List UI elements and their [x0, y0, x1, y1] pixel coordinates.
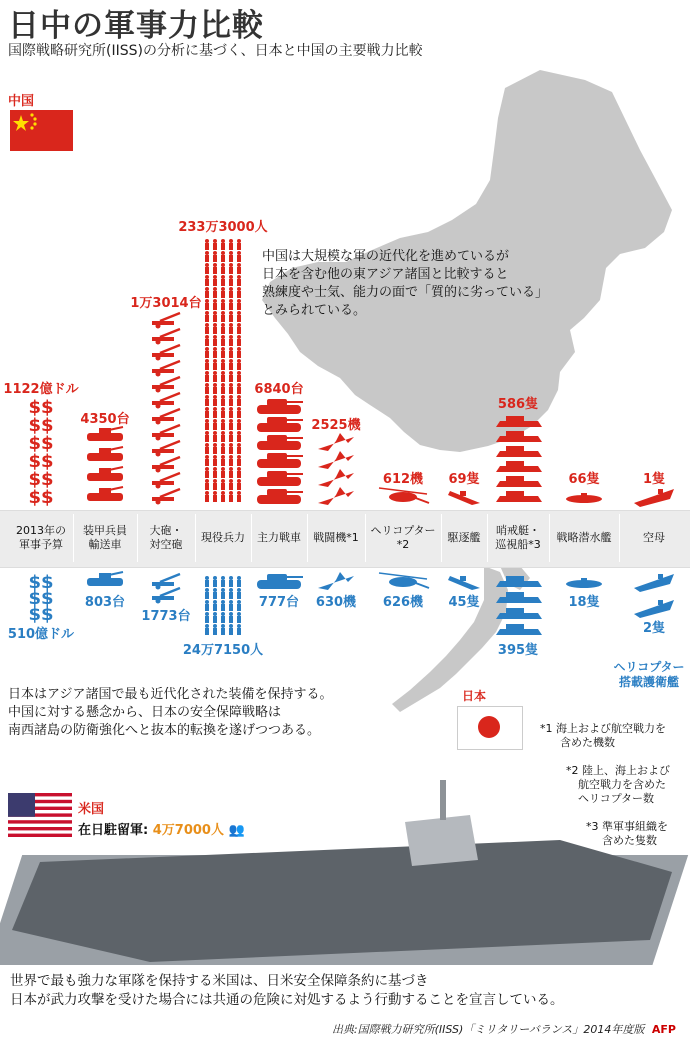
china-value-label: 69隻: [448, 472, 480, 487]
china-bar-carrier-icon: [634, 489, 674, 507]
china-label: 中国: [8, 94, 35, 109]
japan-value-label: 18隻: [568, 595, 600, 610]
china-note-line: 中国は大規模な軍の近代化を進めているが: [262, 249, 510, 264]
japan-value-label: 24万7150人: [182, 643, 264, 658]
footnote-text: 含めた機数: [560, 736, 615, 749]
china-bar-destroyer-icon: [448, 491, 480, 505]
svg-text:$$: $$: [28, 572, 54, 593]
japan-value-label: 510億ドル: [7, 627, 75, 642]
japan-value-label: 2隻: [642, 621, 666, 636]
china-value-label: 1122億ドル: [3, 382, 79, 397]
japan-value-label: 1773台: [141, 609, 191, 624]
category-separator: [137, 514, 138, 562]
footnote-mark: *2: [566, 764, 579, 777]
us-troops: [78, 819, 245, 838]
helicopter-carrier-note-line: 搭載護衛艦: [618, 675, 679, 689]
category-label: 大砲・ 対空砲: [149, 524, 183, 551]
japan-bar-tank-icon: [257, 574, 303, 589]
china-value-label: 66隻: [568, 472, 600, 487]
svg-text:$$: $$: [28, 397, 54, 418]
japan-note-line: 南西諸島の防衛強化へと抜本的転換を遂げつつある。: [8, 723, 321, 738]
category-label: 装甲兵員 輸送車: [83, 524, 127, 551]
category-separator: [619, 514, 620, 562]
china-note-line: 日本を含む他の東アジア諸国と比較すると: [262, 267, 509, 282]
us-note-line: 世界で最も強力な軍隊を保持する米国は、日米安全保障条約に基づき: [10, 973, 429, 989]
svg-text:$$: $$: [28, 604, 54, 625]
footnote-2: [566, 764, 670, 806]
source-credit: [332, 1021, 676, 1037]
china-value-label: 6840台: [254, 382, 304, 397]
china-bar-submarine-icon: [566, 493, 602, 503]
china-value-label: 2525機: [311, 418, 361, 433]
japan-value-label: 626機: [382, 595, 424, 610]
category-separator: [549, 514, 550, 562]
category-separator: [73, 514, 74, 562]
category-label: 現役兵力: [201, 531, 245, 544]
japan-value-label: 45隻: [448, 595, 480, 610]
china-bar-artillery-icon: [152, 313, 180, 505]
category-label: 駆逐艦: [447, 531, 481, 544]
category-separator: [195, 514, 196, 562]
category-separator: [307, 514, 308, 562]
japan-value-label: 395隻: [497, 643, 539, 658]
japan-bar-apc-icon: [87, 572, 123, 586]
china-bar-helicopter-icon: [379, 488, 429, 503]
us-note: [10, 972, 564, 1010]
china-bar-soldier-icon: [205, 239, 241, 502]
japan-bar-submarine-icon: [566, 578, 602, 588]
footnote-text: 海上および航空戦力を: [556, 722, 666, 735]
page-title: 日中の軍事力比較: [8, 8, 264, 44]
svg-text:$$: $$: [28, 451, 54, 472]
footnote-text: ヘリコプター数: [578, 792, 655, 805]
japan-flag-sun: [478, 716, 500, 738]
japan-value-label: 630機: [315, 595, 357, 610]
japan-bar-patrol-boat-icon: [496, 576, 542, 635]
japan-bar-artillery-icon: [152, 574, 180, 604]
japan-label: 日本: [462, 689, 487, 703]
china-bar-fighter-jet-icon: [318, 433, 354, 505]
category-separator: [487, 514, 488, 562]
category-label: ヘリコプター*2: [370, 524, 436, 551]
us-troops-label: 在日駐留軍:: [78, 823, 149, 838]
us-note-line: 日本が武力攻撃を受けた場合には共通の危険に対処するよう行動することを宣言している。: [10, 992, 564, 1008]
china-bar-dollar-icon: [28, 397, 53, 508]
category-separator: [251, 514, 252, 562]
svg-text:$$: $$: [28, 415, 54, 436]
afp-logo: AFP: [651, 1023, 676, 1036]
footnote-text: 含めた隻数: [602, 834, 657, 847]
category-label: 戦闘機*1: [313, 531, 359, 544]
japan-value-label: 803台: [84, 595, 126, 610]
china-note-line: とみられている。: [262, 303, 367, 318]
source-text: 出典:国際戦力研究所(IISS)「ミリタリーバランス」2014年度版: [331, 1023, 645, 1036]
svg-text:$$: $$: [28, 433, 54, 454]
footnote-mark: *1: [540, 722, 553, 735]
china-bar-tank-icon: [257, 399, 303, 504]
us-label: 米国: [78, 802, 105, 817]
japan-bar-soldier-icon: [205, 576, 241, 635]
japan-note-line: 日本はアジア諸国で最も近代化された装備を保持する。: [8, 687, 333, 702]
category-label: 空母: [643, 531, 665, 544]
china-bar-apc-icon: [87, 427, 123, 501]
china-value-label: 1隻: [642, 472, 666, 487]
footnote-text: 陸上、海上および: [582, 764, 670, 777]
china-note-line: 熟練度や士気、能力の面で「質的に劣っている」: [262, 285, 549, 300]
category-label: 2013年の 軍事予算: [16, 524, 66, 551]
japan-bar-dollar-icon: [28, 572, 53, 625]
japan-bar-fighter-jet-icon: [318, 572, 354, 590]
china-value-label: 233万3000人: [178, 220, 268, 235]
china-value-label: 4350台: [80, 412, 130, 427]
japan-bar-destroyer-icon: [448, 576, 480, 590]
us-flag: [8, 793, 72, 837]
japan-note: [8, 686, 332, 740]
footnote-mark: *3: [586, 820, 599, 833]
china-value-label: 612機: [382, 472, 424, 487]
china-bar-patrol-boat-icon: [496, 416, 542, 502]
japan-bar-carrier-icon: [634, 574, 674, 618]
category-separator: [441, 514, 442, 562]
category-label: 哨戒艇・ 巡視船*3: [495, 524, 541, 551]
china-value-label: 586隻: [497, 397, 539, 412]
us-troops-value: 4万7000人: [152, 823, 224, 838]
soldier-icon: 👥: [228, 823, 245, 838]
svg-text:$$: $$: [28, 469, 54, 490]
category-label: 主力戦車: [257, 531, 301, 544]
footnote-text: 準軍事組織を: [602, 820, 668, 833]
helicopter-carrier-note: [604, 660, 690, 690]
footnote-1: [540, 722, 666, 750]
footnote-text: 航空戦力を含めた: [578, 778, 666, 791]
svg-text:$$: $$: [28, 487, 54, 508]
china-value-label: 1万3014台: [130, 296, 202, 311]
japan-note-line: 中国に対する懸念から、日本の安全保障戦略は: [8, 705, 282, 720]
helicopter-carrier-note-line: ヘリコプター: [613, 660, 685, 674]
category-separator: [365, 514, 366, 562]
footnote-3: [586, 820, 668, 848]
japan-value-label: 777台: [258, 595, 300, 610]
category-label: 戦略潜水艦: [556, 531, 612, 544]
page-subtitle: 国際戦略研究所(IISS)の分析に基づく、日本と中国の主要戦力比較: [8, 43, 423, 59]
svg-text:$$: $$: [28, 588, 54, 609]
japan-bar-helicopter-icon: [379, 573, 429, 588]
